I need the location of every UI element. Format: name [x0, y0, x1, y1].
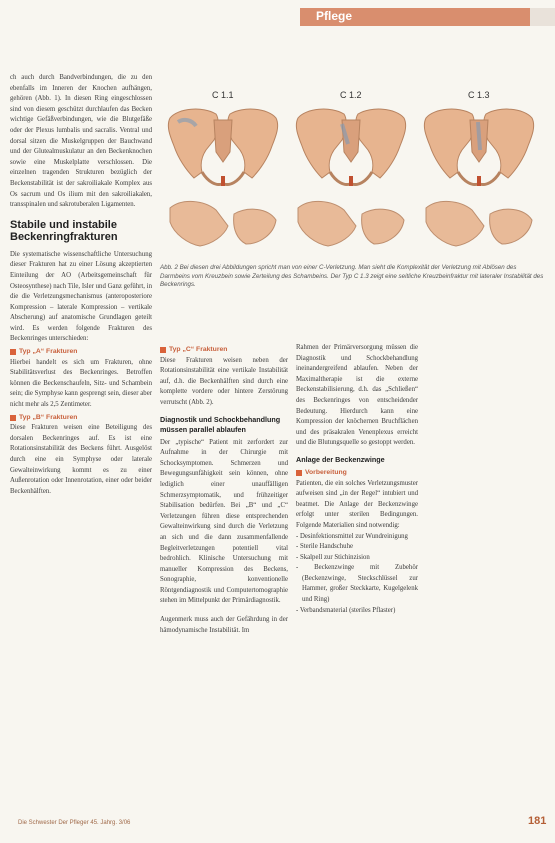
figure-label-c1-2: C 1.2	[340, 90, 362, 100]
section-title: Pflege	[316, 9, 353, 23]
section-heading-fractures: Stabile und instabile Beckenringfrakturen	[10, 218, 118, 244]
pelvis-lower-2	[298, 201, 404, 246]
type-c-heading: Typ „C“ Frakturen	[160, 345, 288, 356]
intro-paragraph: ch auch durch Bandverbindungen, die zu den ebenfalls im Inneren der Knochen aufhängen, gehören (Abb. 1). In diesen Ring eingeschlossen sind von diesem geschützt durchlaufen das Becken wichtige Gefäßverbindungen, wie die Blutgefäße oder der Plexus lumbalis und sacralis. Ventral und dorsal sitzen die Muskelgruppen der Bauchwand und der Glutealmuskulatur an den Beckenknochen sowie eine Muskelplatte verschlossen. Die einzelnen tragenden Strukturen bezüglich der Beckenstabilität ist der sakroiliakale Komplex aus Os sacrum und Os ilium mit den sakroiliakalen, transspinalen und sakrotuberalen Ligamenten.	[10, 74, 152, 209]
material-list-item: - Verbandsmaterial (steriles Pflaster)	[296, 606, 396, 614]
stabilization-paragraph: Rahmen der Primärversorgung müssen die Diagnostik und Schockbehandlung ineinandergreifend ablaufen. Neben der Maximaltherapie ist die externe Beckenstabilisierung, d.h. das „Schließen“ des Beckenringes von entscheidender Bedeutung. Hierdurch kann eine Kompression der knöchernen Bruchflächen und des präsakralen Venenplexus erreicht und die Blutungsquelle so gestoppt werden.	[296, 344, 418, 447]
pelvis-c1-2	[296, 109, 405, 186]
pelvis-c1-3	[424, 109, 533, 186]
pelvis-lower-3	[426, 201, 532, 246]
figure-label-c1-3: C 1.3	[468, 90, 490, 100]
material-list-item: - Desinfektionsmittel zur Wundreinigung	[296, 532, 408, 540]
figure-caption: Abb. 2 Bei diesen drei Abbildungen spricht man von einer C-Verletzung. Man sieht die Komplexität der Verletzung mit Ablösen des Darmbeins vom Kreuzbein sowie Zerteilung des Schambeins. Der Typ C 1.3 zeigt eine seitliche Kreuzbeinfraktur mit lateraler Instabilität des Beckenrings.	[160, 264, 544, 289]
pelvis-illustration	[158, 80, 545, 252]
page-number: 181	[528, 815, 547, 827]
column-3	[296, 343, 418, 616]
classification-paragraph: Die systematische wissenschaftliche Untersuchung dieser Frakturen hat zu einer Lösung akzeptierten Einteilung der AO (Arbeitsgemeinschaft für Osteosynthese) nach Tile, Isler und Ganz geführt, in die die Verletzungsmechanismus (anteroposteriore Kompression – laterale Kompression – vertikale Abscherung) auf anatomische Grundlagen geteilt wird. Es werden folgende Frakturen des Beckenringes unterschieden:	[10, 250, 152, 343]
pelvis-lower-1	[170, 201, 276, 246]
preparation-heading: Vorbereitung	[296, 468, 418, 479]
material-list-item: - Beckenzwinge mit Zubehör (Beckenzwinge, Steckschlüssel zur Hammer, großer Steckkarte, Kugelgelenk und Ring)	[296, 564, 418, 604]
pelvis-c1-1	[168, 109, 277, 186]
journal-footer: Die Schwester Der Pfleger 45. Jahrg. 3/06	[18, 820, 131, 826]
type-a-paragraph: Hierbei handelt es sich um Frakturen, ohne Stabilitätsverlust des Beckenringes. Betroffen können die Beckenschaufeln, Sitz- und Schambein sein; die Symphyse kann gesprengt sein, dieser aber nicht mehr als 2,5 Zentimeter.	[10, 358, 152, 409]
material-list-item: - Sterile Handschuhe	[296, 543, 354, 551]
type-b-paragraph: Diese Frakturen weisen eine Beteiligung des dorsalen Beckenringes auf. Es ist eine Rotationsinstabilität des Beckens führt. Ausgelöst durch eine ein Symphyse oder laterale Gewalteinwirkung kommt es zu einer Außenrotation oder Innenrotation, einer oder beider Beckenhälften.	[10, 424, 152, 495]
column-2	[160, 343, 288, 636]
pelvis-figure	[158, 80, 545, 252]
pelvic-clamp-heading: Anlage der Beckenzwinge	[296, 454, 385, 464]
material-list-item: - Skalpell zur Stichinzision	[296, 553, 370, 561]
square-bullet-icon	[160, 347, 166, 353]
diagnostics-paragraph-end: Augenmerk muss auch der Gefährdung in der hämodynamische Instabilität. Im	[160, 616, 288, 634]
square-bullet-icon	[296, 470, 302, 476]
type-c-paragraph: Diese Frakturen weisen neben der Rotationsinstabilität eine vertikale Instabilität auf, d.h. die Beckenhälften sind durch eine komplette vordere oder hintere Zerstörung verrutscht (Abb. 2).	[160, 356, 288, 406]
preparation-paragraph: Patienten, die ein solches Verletzungsmuster aufweisen sind „in der Regel“ intubiert und beatmet. Die Anlage der Beckenzwinge erfolgt unter sterilen Bedingungen. Folgende Materialien sind notwendig:	[296, 479, 418, 529]
square-bullet-icon	[10, 349, 16, 355]
diagnostics-heading: Diagnostik und Schockbehandlung müssen parallel ablaufen	[160, 414, 281, 434]
type-b-heading: Typ „B“ Frakturen	[10, 413, 152, 424]
column-1	[10, 73, 152, 497]
header-tab	[530, 8, 555, 26]
figure-label-c1-1: C 1.1	[212, 90, 234, 100]
square-bullet-icon	[10, 415, 16, 421]
diagnostics-paragraph: Der „typische“ Patient mit zerfordert zur Aufnahme in der Chirurgie mit Schocksymptomen. Schmerzen und Bewegungsunfähigkeit sein können, ohne lediglich einer unauffälligen Schmerzsymptomatik, und frühzeitiger Stabilisation bedürfen. Bei „B“ und „C“ Verletzungen führen diese entsprechenden Gewalteinwirkung sind durch die Verletzung an sich und die dann zusammenfallende Begleitverletzungen potentiell vital bedrohlich. Klinische Untersuchung mit manueller Kompression des Beckens, Sonographie, konventionelle Röntgendiagnostik und Computertomographie stehen im Mittelpunkt der Primärdiagnostik.	[160, 438, 288, 605]
type-a-heading: Typ „A“ Frakturen	[10, 347, 152, 358]
